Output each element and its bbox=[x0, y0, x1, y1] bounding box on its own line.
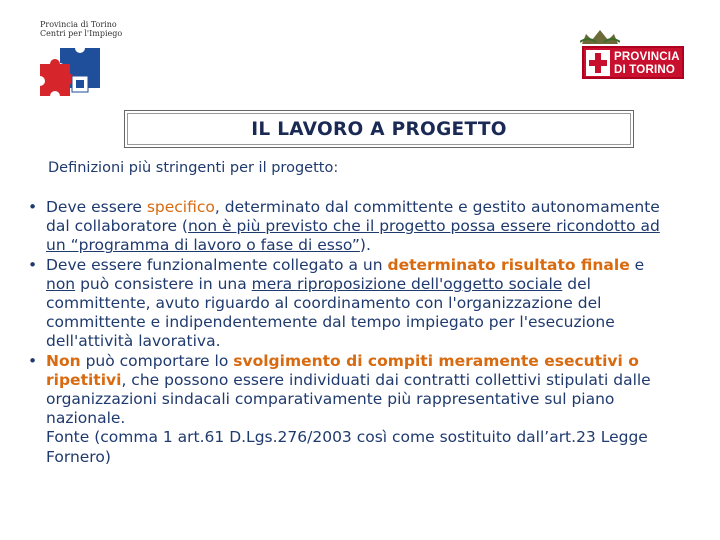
underlined-text: non è più previsto che il progetto possa essere ricondotto ad un “programma di lavoro o fase di esso” bbox=[46, 217, 660, 255]
puzzle-icon bbox=[38, 46, 104, 102]
title-box bbox=[124, 110, 634, 148]
page-title: IL LAVORO A PROGETTO bbox=[251, 119, 507, 140]
text: e bbox=[629, 255, 645, 274]
text: può comportare lo bbox=[80, 351, 234, 370]
highlight-risultato: determinato risultato finale bbox=[387, 255, 630, 274]
list-item bbox=[28, 352, 678, 429]
cross-icon bbox=[586, 50, 610, 76]
content-list bbox=[28, 198, 678, 467]
right-logo-line1: PROVINCIA bbox=[614, 51, 680, 63]
text: Deve essere funzionalmente collegato a un bbox=[46, 255, 388, 274]
highlight-non: Non bbox=[46, 351, 81, 370]
highlight-specifico: specifico bbox=[146, 198, 215, 216]
list-item bbox=[28, 256, 678, 352]
source-text: Fonte (comma 1 art.61 D.Lgs.276/2003 così come sostituito dall’art.23 Legge Fornero) bbox=[46, 428, 648, 466]
centri-impiego-logo bbox=[38, 20, 158, 100]
right-logo-line2: DI TORINO bbox=[614, 64, 676, 76]
source-note bbox=[28, 428, 678, 466]
text: , determinato dal committente e gestito autonomamente dal collaboratore ( bbox=[46, 198, 660, 236]
text: ). bbox=[359, 236, 371, 255]
provincia-torino-logo bbox=[576, 28, 688, 84]
text: , che possono essere individuati dai contratti collettivi stipulati dalle organizzazioni sindacali comparativamente più rappresentative sul piano nazionale. bbox=[46, 370, 651, 428]
left-logo-line2: Centri per l'Impiego bbox=[40, 29, 123, 38]
text: del committente, avuto riguardo al coordinamento con l'organizzazione del committente e indipendentemente dal tempo impiegato per l'esecuzione dell'attività lavorativa. bbox=[46, 274, 615, 351]
highlight-compiti: svolgimento di compiti meramente esecutivi o ripetitivi bbox=[46, 351, 639, 389]
bullet-icon: • bbox=[28, 351, 38, 370]
bullet-icon: • bbox=[28, 255, 38, 274]
provincia-badge bbox=[582, 46, 684, 79]
list-item bbox=[28, 198, 678, 256]
text: può consistere in una bbox=[75, 274, 252, 293]
left-logo-line1: Provincia di Torino bbox=[40, 20, 117, 29]
underlined-non: non bbox=[46, 274, 76, 293]
underlined-text: mera riproposizione dell'oggetto sociale bbox=[251, 274, 563, 293]
text: Deve essere bbox=[46, 198, 147, 216]
subtitle: Definizioni più stringenti per il progetto: bbox=[48, 160, 339, 176]
bullet-icon: • bbox=[28, 198, 38, 216]
crown-icon bbox=[580, 28, 620, 46]
